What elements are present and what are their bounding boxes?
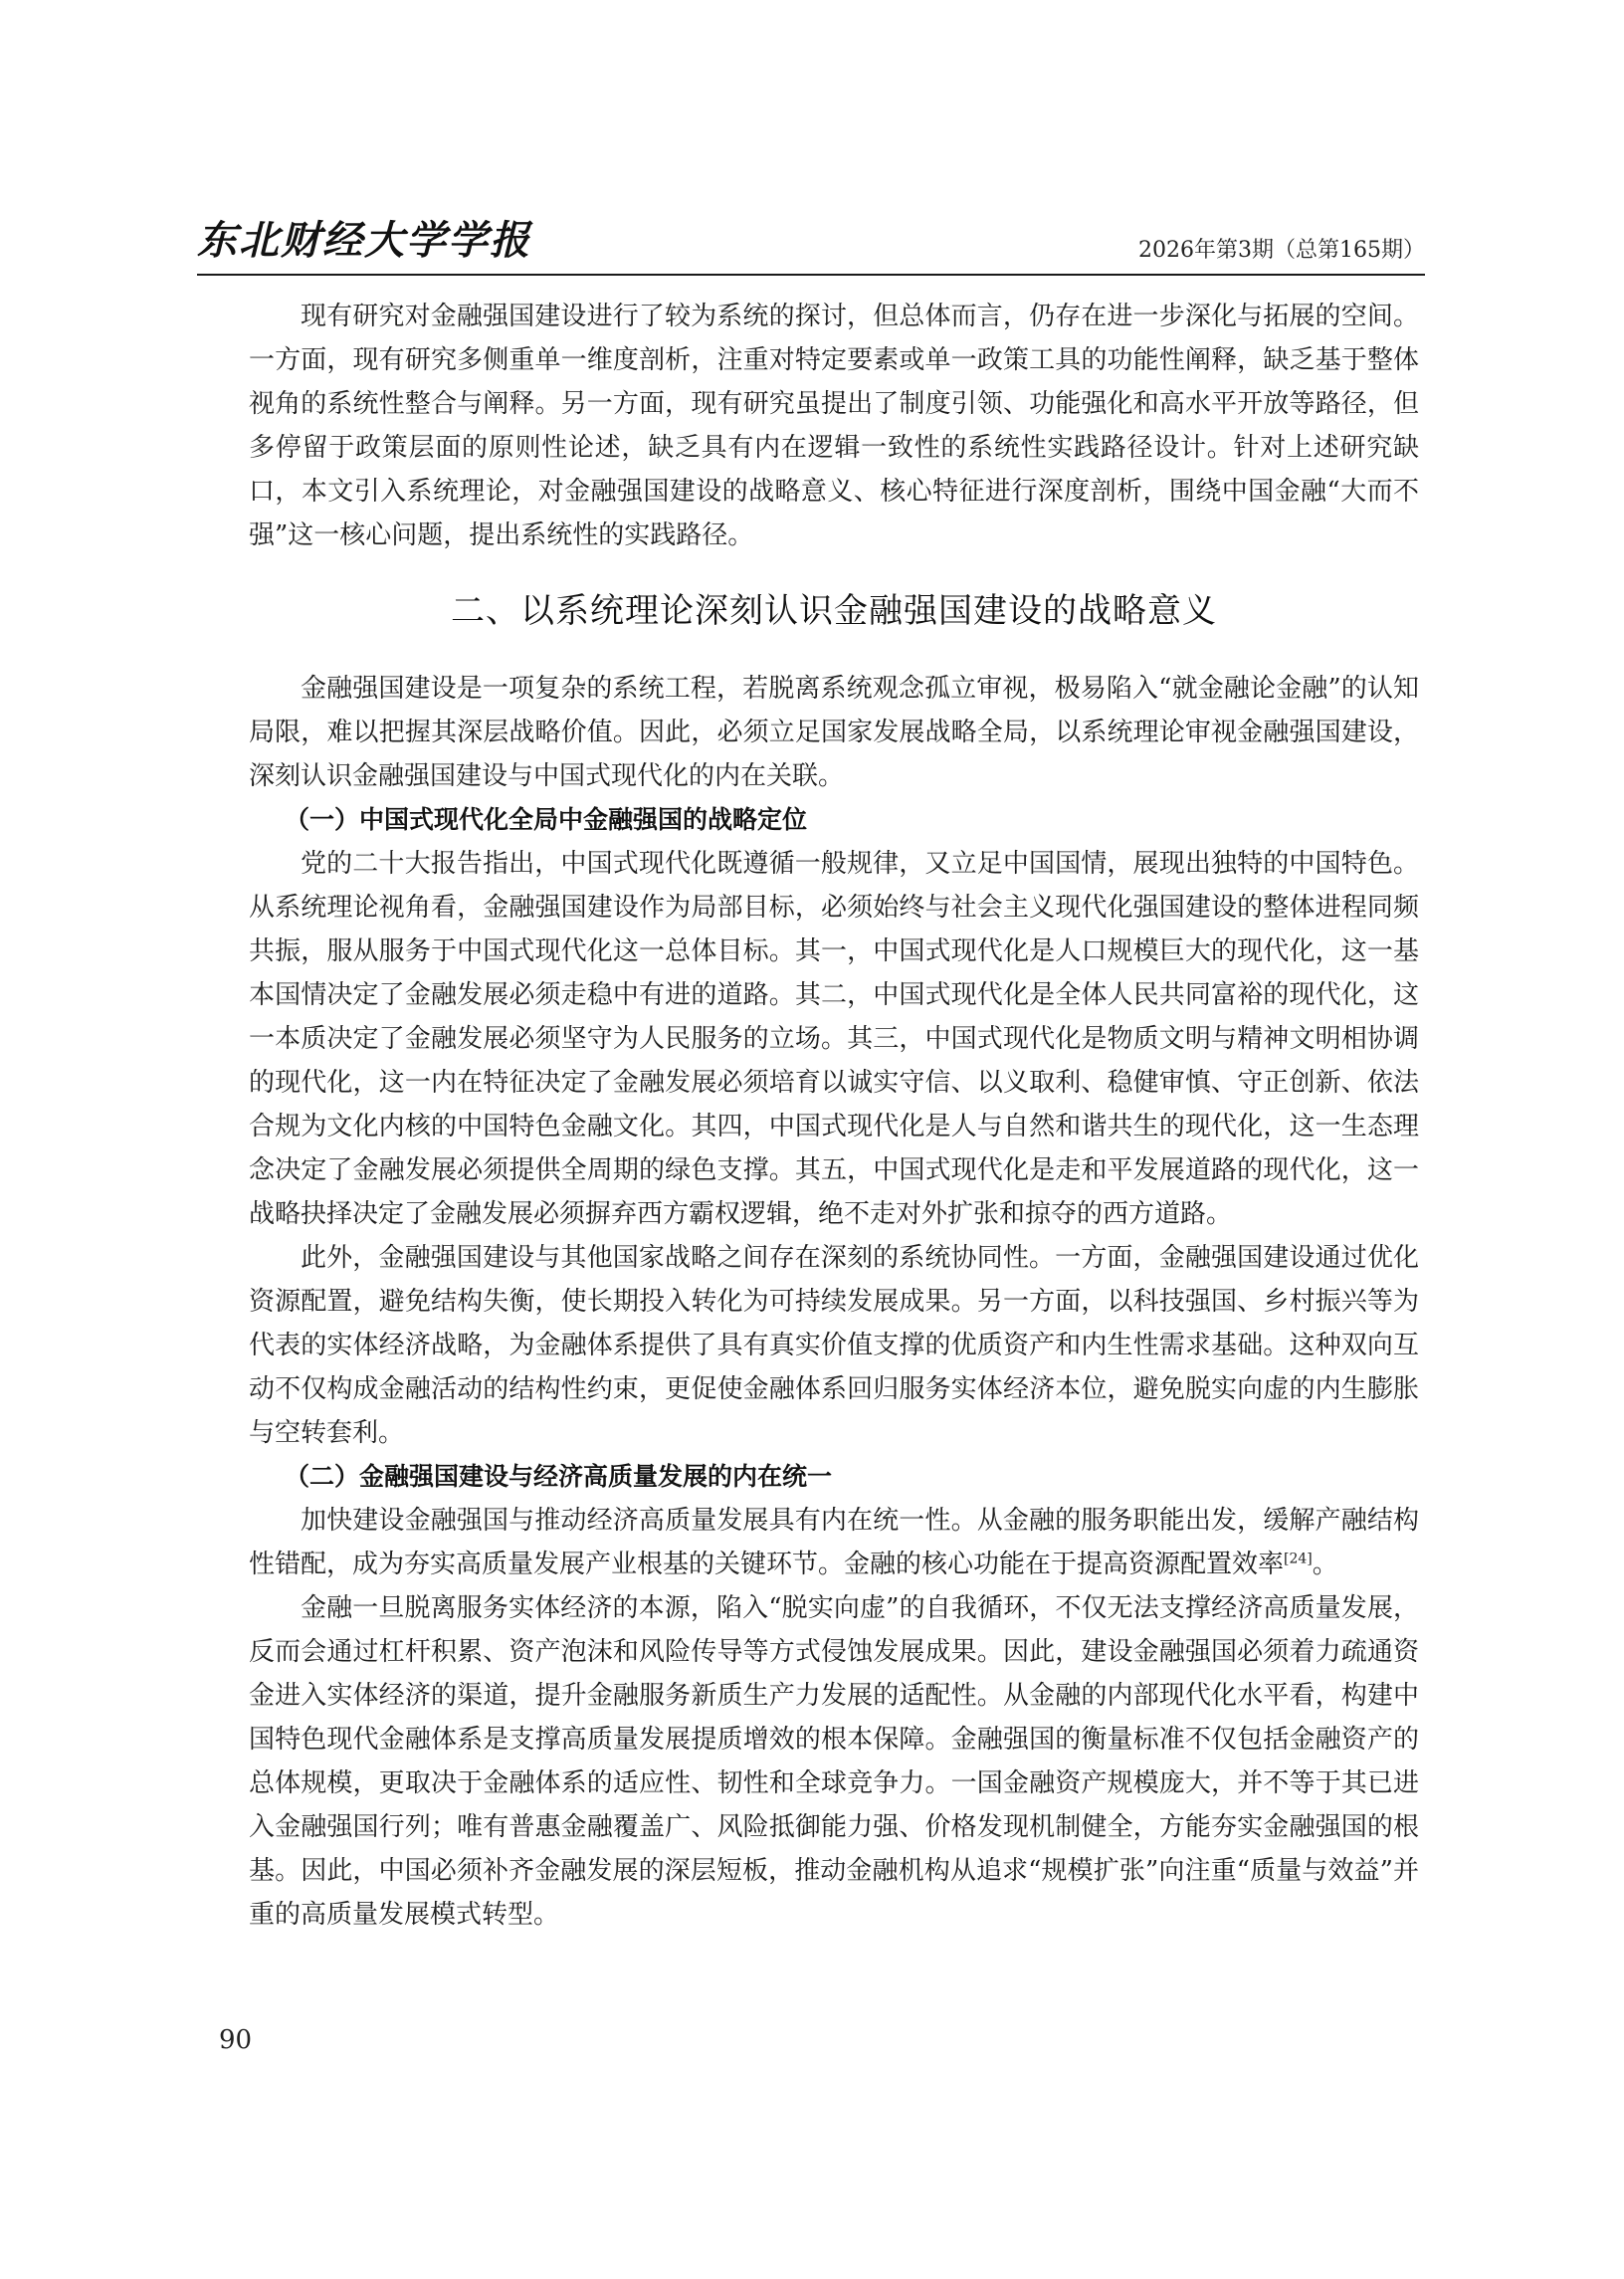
paragraph-2b: 金融一旦脱离服务实体经济的本源，陷入“脱实向虚”的自我循环，不仅无法支撑经济高质量发展，反而会通过杠杆积累、资产泡沫和风险传导等方式侵蚀发展成果。因此，建设金融强国必须着力疏通资金进入实体经济的渠道，提升金融服务新质生产力发展的适配性。从金融的内部现代化水平看，构建中国特色现代金融体系是支撑高质量发展提质增效的根本保障。金融强国的衡量标准不仅包括金融资产的总体规模，更取决于金融体系的适应性、韧性和全球竞争力。一国金融资产规模庞大，并不等于其已进入金融强国行列；唯有普惠金融覆盖广、风险抵御能力强、价格发现机制健全，方能夯实金融强国的根基。因此，中国必须补齐金融发展的深层短板，推动金融机构从追求“规模扩张”向注重“质量与效益”并重的高质量发展模式转型。: [249, 1593, 1419, 1930]
article-body: [249, 295, 1419, 1937]
paragraph-1a: 党的二十大报告指出，中国式现代化既遵循一般规律，又立足中国国情，展现出独特的中国特色。从系统理论视角看，金融强国建设作为局部目标，必须始终与社会主义现代化强国建设的整体进程同频共振，服从服务于中国式现代化这一总体目标。其一，中国式现代化是人口规模巨大的现代化，这一基本国情决定了金融发展必须走稳中有进的道路。其二，中国式现代化是全体人民共同富裕的现代化，这一本质决定了金融发展必须坚守为人民服务的立场。其三，中国式现代化是物质文明与精神文明相协调的现代化，这一内在特征决定了金融发展必须培育以诚实守信、以义取利、稳健审慎、守正创新、依法合规为文化内核的中国特色金融文化。其四，中国式现代化是人与自然和谐共生的现代化，这一生态理念决定了金融发展必须提供全周期的绿色支撑。其五，中国式现代化是走和平发展道路的现代化，这一战略抉择决定了金融发展必须摒弃西方霸权逻辑，绝不走对外扩张和掠夺的西方道路。: [249, 849, 1419, 1229]
page-number: 90: [219, 2025, 253, 2055]
subsection-title-1: （一）中国式现代化全局中金融强国的战略定位: [285, 805, 808, 834]
paragraph-intro: 现有研究对金融强国建设进行了较为系统的探讨，但总体而言，仍存在进一步深化与拓展的空间。一方面，现有研究多侧重单一维度剖析，注重对特定要素或单一政策工具的功能性阐释，缺乏基于整体视角的系统性整合与阐释。另一方面，现有研究虽提出了制度引领、功能强化和高水平开放等路径，但多停留于政策层面的原则性论述，缺乏具有内在逻辑一致性的系统性实践路径设计。针对上述研究缺口，本文引入系统理论，对金融强国建设的战略意义、核心特征进行深度剖析，围绕中国金融“大而不强”这一核心问题，提出系统性的实践路径。: [249, 302, 1419, 550]
issue-info: 2026年第3期（总第165期）: [1138, 238, 1425, 263]
journal-title: 东北财经大学学报: [197, 217, 531, 264]
paragraph-2a-end: 。: [1312, 1550, 1338, 1579]
paragraph-2a: [249, 1499, 1419, 1586]
subsection-title-2: （二）金融强国建设与经济高质量发展的内在统一: [285, 1462, 833, 1491]
paragraph-1b: 此外，金融强国建设与其他国家战略之间存在深刻的系统协同性。一方面，金融强国建设通过优化资源配置，避免结构失衡，使长期投入转化为可持续发展成果。另一方面，以科技强国、乡村振兴等为代表的实体经济战略，为金融体系提供了具有真实价值支撑的优质资产和内生性需求基础。这种双向互动不仅构成金融活动的结构性约束，更促使金融体系回归服务实体经济本位，避免脱实向虚的内生膨胀与空转套利。: [249, 1243, 1419, 1448]
section-title: 二、以系统理论深刻认识金融强国建设的战略意义: [451, 591, 1217, 631]
citation-ref: [24]: [1284, 1551, 1313, 1567]
paragraph-2a-text: 加快建设金融强国与推动经济高质量发展具有内在统一性。从金融的服务职能出发，缓解产融结构性错配，成为夯实高质量发展产业根基的关键环节。金融的核心功能在于提高资源配置效率: [249, 1506, 1419, 1579]
page-header: [197, 212, 1425, 276]
paragraph-section-lead: 金融强国建设是一项复杂的系统工程，若脱离系统观念孤立审视，极易陷入“就金融论金融”的认知局限，难以把握其深层战略价值。因此，必须立足国家发展战略全局，以系统理论审视金融强国建设，深刻认识金融强国建设与中国式现代化的内在关联。: [249, 674, 1419, 791]
